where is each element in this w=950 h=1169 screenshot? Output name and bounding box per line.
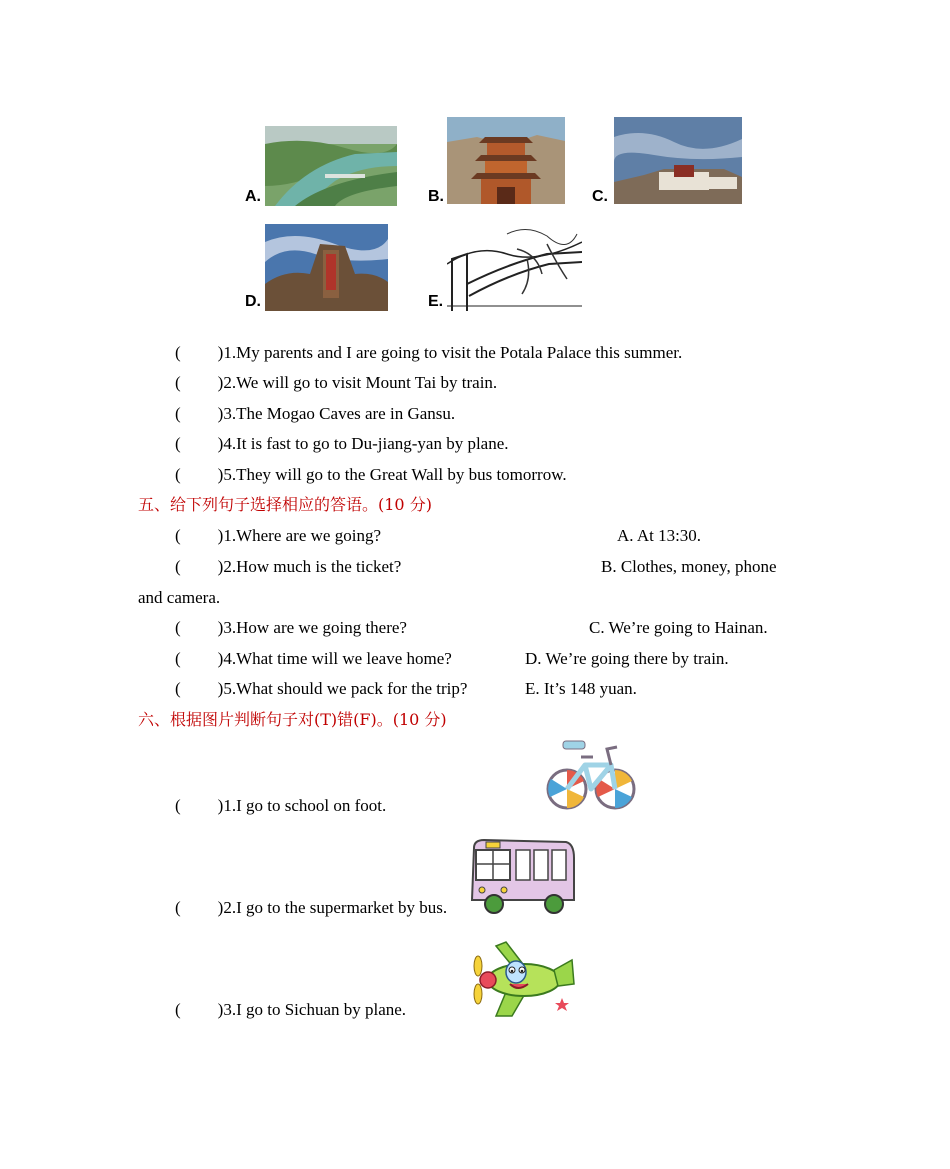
list-item: ( )3.The Mogao Caves are in Gansu. — [175, 404, 456, 423]
answer-blank-open: ( — [175, 343, 181, 362]
question-text: 1.Where are we going? — [223, 526, 381, 545]
bicycle-icon — [545, 737, 637, 813]
picture-label-e: E. — [428, 293, 444, 310]
picture-label-c: C. — [592, 188, 608, 205]
potala-palace-photo — [614, 117, 742, 204]
list-item: ( )3.How are we going there? — [175, 618, 407, 637]
answer-option: C. We’re going to Hainan. — [589, 618, 768, 637]
section-6-heading: 六、根据图片判断句子对(T)错(F)。(10 分) — [138, 710, 447, 729]
list-item: ( )1.I go to school on foot. — [175, 796, 387, 815]
picture-label-d: D. — [245, 293, 261, 310]
list-item: ( )1.Where are we going? — [175, 526, 381, 545]
question-text: 2.How much is the ticket? — [223, 557, 402, 576]
question-text: 4.What time will we leave home? — [223, 649, 452, 668]
list-item: ( )5.What should we pack for the trip? — [175, 679, 468, 698]
answer-option: B. Clothes, money, phone — [601, 557, 777, 576]
statement-text: 2.I go to the supermarket by bus. — [223, 898, 448, 917]
list-item: ( )3.I go to Sichuan by plane. — [175, 1000, 407, 1019]
statement-text: 3.I go to Sichuan by plane. — [223, 1000, 407, 1019]
statement-text: 1.My parents and I are going to visit the Potala Palace this summer. — [223, 343, 683, 362]
statement-text: 4.It is fast to go to Du-jiang-yan by plane. — [223, 434, 509, 453]
answer-option-continued: and camera. — [138, 588, 221, 607]
picture-label-a: A. — [245, 188, 261, 205]
question-text: 5.What should we pack for the trip? — [223, 679, 468, 698]
answer-option: D. We’re going there by train. — [525, 649, 729, 668]
list-item: ( )2.I go to the supermarket by bus. — [175, 898, 448, 917]
question-text: 3.How are we going there? — [223, 618, 407, 637]
statement-text: 3.The Mogao Caves are in Gansu. — [223, 404, 456, 423]
bus-icon — [468, 838, 576, 914]
statement-text: 5.They will go to the Great Wall by bus tomorrow. — [223, 465, 567, 484]
answer-option: A. At 13:30. — [617, 526, 702, 545]
list-item: ( )5.They will go to the Great Wall by bus tomorrow. — [175, 465, 567, 484]
list-item: ( )4.What time will we leave home? — [175, 649, 452, 668]
picture-label-b: B. — [428, 188, 444, 205]
list-item: ( )2.How much is the ticket? — [175, 557, 402, 576]
statement-text: 2.We will go to visit Mount Tai by train. — [223, 373, 498, 392]
statement-text: 1.I go to school on foot. — [223, 796, 387, 815]
mount-tai-photo — [265, 224, 388, 311]
dujiangyan-photo — [265, 126, 397, 206]
airplane-icon — [466, 940, 578, 1018]
list-item: ( )1.My parents and I are going to visit the Potala Palace this summer. — [175, 343, 683, 362]
list-item: ( )2.We will go to visit Mount Tai by train. — [175, 373, 498, 392]
answer-option: E. It’s 148 yuan. — [525, 679, 637, 698]
mogao-caves-photo — [447, 117, 565, 204]
section-5-heading: 五、给下列句子选择相应的答语。(10 分) — [138, 495, 432, 514]
great-wall-drawing — [447, 224, 582, 311]
list-item: ( )4.It is fast to go to Du-jiang-yan by plane. — [175, 434, 509, 453]
